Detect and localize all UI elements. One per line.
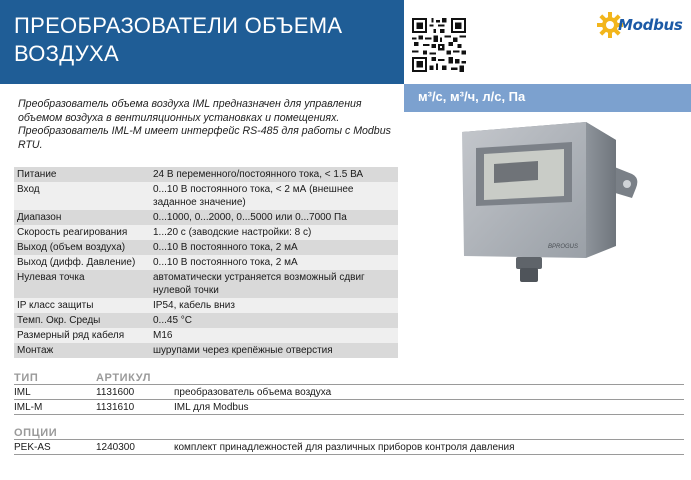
- spec-key: IP класс защиты: [14, 298, 150, 313]
- spec-value: автоматически устраняется возможный сдвиг нулевой точки: [150, 270, 398, 298]
- article-cell: 1240300: [96, 441, 135, 453]
- spec-value: 0...10 В постоянного тока, < 2 мА (внешнее заданное значение): [150, 182, 398, 210]
- units-label: м³/с, м³/ч, л/с, Па: [418, 89, 526, 104]
- qr-code-icon: [412, 18, 466, 72]
- type-cell: IML-M: [14, 401, 43, 413]
- options-header: [14, 425, 684, 440]
- type-cell: PEK-AS: [14, 441, 51, 453]
- spec-key: Скорость реагирования: [14, 225, 150, 240]
- title-banner: [0, 0, 404, 84]
- spec-row: [14, 182, 398, 210]
- spec-key: Монтаж: [14, 343, 150, 358]
- options-header-label: ОПЦИИ: [14, 427, 58, 439]
- spec-row: [14, 313, 398, 328]
- ordering-header: [14, 370, 684, 385]
- spec-value: 0...1000, 0...2000, 0...5000 или 0...7000 Па: [150, 210, 398, 225]
- spec-row: [14, 167, 398, 182]
- table-row: [14, 400, 684, 415]
- spec-value: IP54, кабель вниз: [150, 298, 398, 313]
- description-cell: комплект принадлежностей для различных приборов контроля давления: [174, 441, 515, 453]
- device-image: [436, 118, 666, 288]
- article-cell: 1131610: [96, 401, 135, 413]
- spec-value: 0...45 °C: [150, 313, 398, 328]
- article-cell: 1131600: [96, 386, 135, 398]
- description-cell: IML для Modbus: [174, 401, 249, 413]
- spec-row: [14, 255, 398, 270]
- spec-key: Выход (объем воздуха): [14, 240, 150, 255]
- logo-text: Modbus: [618, 16, 683, 34]
- table-row: [14, 440, 684, 455]
- spec-row: [14, 270, 398, 298]
- spec-value: 0...10 В постоянного тока, 2 мА: [150, 240, 398, 255]
- article-header: АРТИКУЛ: [96, 372, 152, 384]
- spec-key: Размерный ряд кабеля: [14, 328, 150, 343]
- device-brand-label: BPROGUS: [548, 244, 579, 250]
- spec-key: Диапазон: [14, 210, 150, 225]
- table-row: [14, 385, 684, 400]
- modbus-logo: [596, 10, 686, 40]
- spec-key: Выход (дифф. Давление): [14, 255, 150, 270]
- spec-value: 1...20 с (заводские настройки: 8 с): [150, 225, 398, 240]
- spec-row: [14, 298, 398, 313]
- spec-key: Нулевая точка: [14, 270, 150, 298]
- spec-row: [14, 225, 398, 240]
- spec-key: Вход: [14, 182, 150, 210]
- spec-value: 24 В переменного/постоянного тока, < 1.5 ВА: [150, 167, 398, 182]
- ordering-section: [14, 370, 684, 455]
- page-title: ПРЕОБРАЗОВАТЕЛИ ОБЪЕМА ВОЗДУХА: [14, 13, 343, 66]
- description-cell: преобразователь объема воздуха: [174, 386, 332, 398]
- spec-value: 0...10 В постоянного тока, 2 мА: [150, 255, 398, 270]
- spec-row: [14, 210, 398, 225]
- spec-table: [14, 167, 398, 358]
- type-cell: IML: [14, 386, 31, 398]
- spec-row: [14, 328, 398, 343]
- product-description: Преобразователь объема воздуха IML предназначен для управления объемом воздуха в вентиляционных установках и помещениях. Преобразователь IML-M имеет интерфейс RS-485 для работы с Modbus RTU.: [18, 98, 391, 151]
- spec-row: [14, 343, 398, 358]
- spec-row: [14, 240, 398, 255]
- type-header: ТИП: [14, 372, 39, 384]
- spec-key: Темп. Окр. Среды: [14, 313, 150, 328]
- spec-value: шурупами через крепёжные отверстия: [150, 343, 398, 358]
- spec-key: Питание: [14, 167, 150, 182]
- spec-value: M16: [150, 328, 398, 343]
- units-bar: [404, 84, 691, 112]
